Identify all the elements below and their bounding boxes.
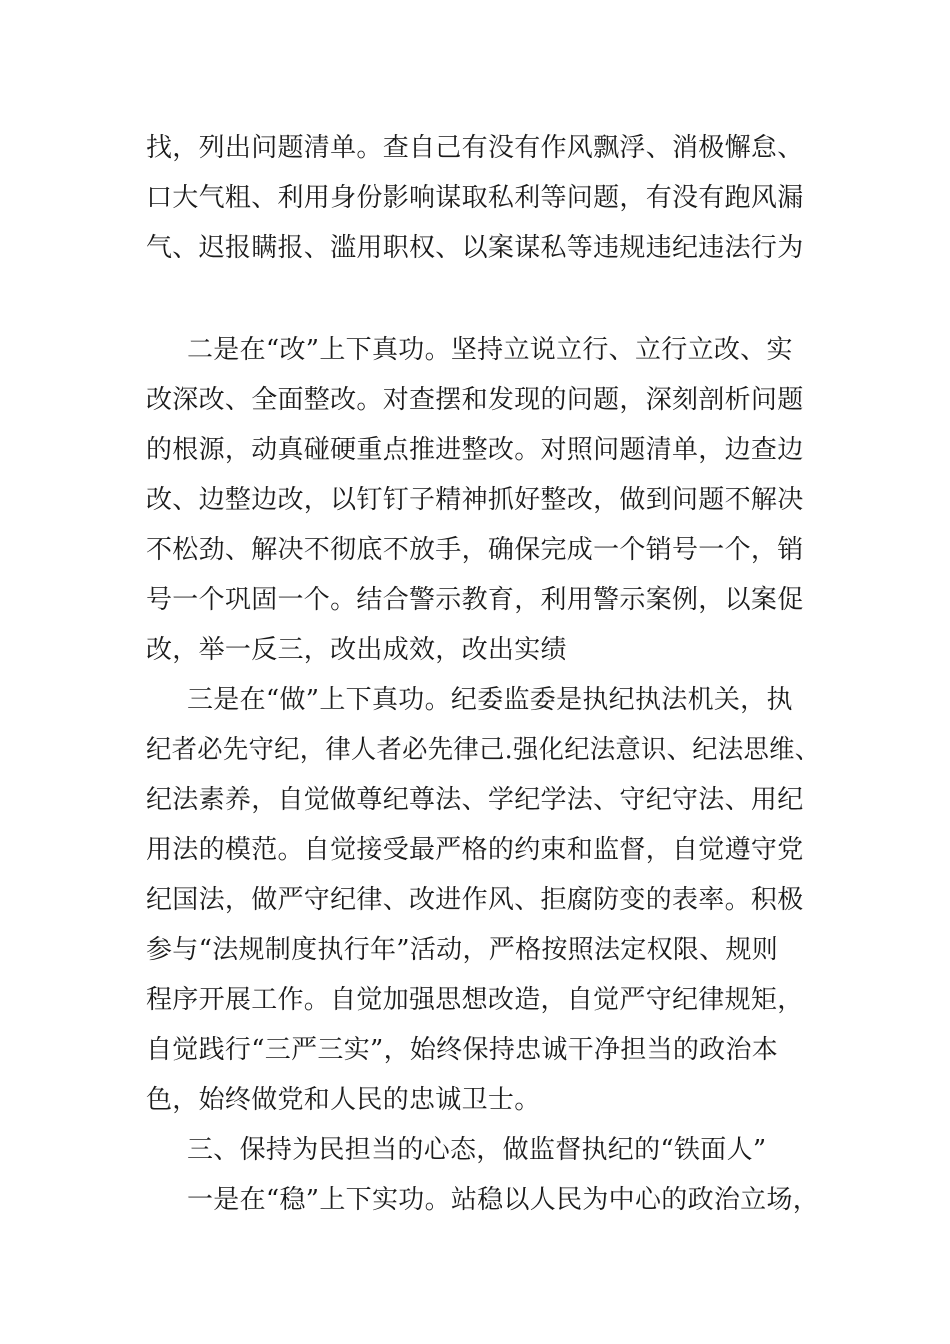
text-line: 改深改、全面整改。对查摆和发现的问题，深刻剖析问题 — [146, 385, 804, 415]
text-line: 改、边整边改，以钉钉子精神抓好整改，做到问题不解决 — [146, 485, 804, 515]
text-line: 纪法素养，自觉做尊纪尊法、学纪学法、守纪守法、用纪 — [146, 785, 804, 815]
text-line: 纪国法，做严守纪律、改进作风、拒腐防变的表率。积极 — [146, 885, 804, 915]
text-line: 的根源，动真碰硬重点推进整改。对照问题清单，边查边 — [146, 435, 804, 465]
text-line: 改，举一反三，改出成效，改出实绩 — [146, 635, 567, 665]
text-line: 参与“法规制度执行年”活动，严格按照法定权限、规则 — [146, 935, 779, 965]
text-line: 不松劲、解决不彻底不放手，确保完成一个销号一个，销 — [146, 535, 804, 565]
text-line: 程序开展工作。自觉加强思想改造，自觉严守纪律规矩， — [146, 985, 804, 1015]
text-line: 气、迟报瞒报、滥用职权、以案谋私等违规违纪违法行为 — [146, 233, 804, 263]
text-line: 二是在“改”上下真功。坚持立说立行、立行立改、实 — [187, 335, 793, 365]
text-line: 色，始终做党和人民的忠诚卫士。 — [146, 1085, 541, 1115]
text-line: 用法的模范。自觉接受最严格的约束和监督，自觉遵守党 — [146, 835, 804, 865]
text-line: 口大气粗、利用身份影响谋取私利等问题，有没有跑风漏 — [146, 183, 804, 213]
text-line: 三是在“做”上下真功。纪委监委是执纪执法机关，执 — [187, 685, 793, 715]
section-heading: 三、保持为民担当的心态，做监督执纪的“铁面人” — [187, 1135, 767, 1165]
text-line: 纪者必先守纪，律人者必先律己.强化纪法意识、纪法思维、 — [146, 735, 821, 765]
text-line: 一是在“稳”上下实功。站稳以人民为中心的政治立场， — [187, 1185, 820, 1215]
text-line: 自觉践行“三严三实”，始终保持忠诚干净担当的政治本 — [146, 1035, 779, 1065]
text-line: 号一个巩固一个。结合警示教育，利用警示案例，以案促 — [146, 585, 804, 615]
text-line: 找，列出问题清单。查自己有没有作风飘浮、消极懈怠、 — [146, 133, 804, 163]
